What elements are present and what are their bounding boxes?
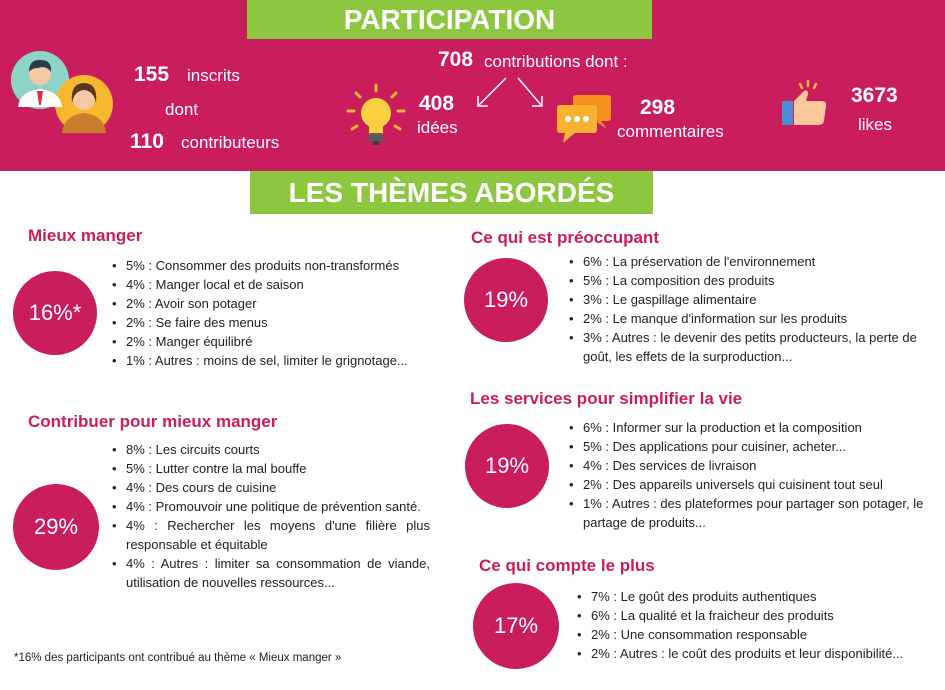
participation-title: PARTICIPATION (247, 0, 652, 39)
theme-item-list (110, 440, 430, 592)
theme-title: Contribuer pour mieux manger (28, 412, 278, 431)
theme-item-list (575, 587, 940, 663)
comments-label: commentaires (617, 122, 724, 141)
list-item: • 1% : Autres : moins de sel, limiter le grignotage... (110, 351, 440, 370)
arrow-icon (470, 76, 550, 112)
list-item: • 7% : Le goût des produits authentiques (575, 587, 940, 606)
thumbs-up-icon (780, 79, 830, 129)
list-item: • 8% : Les circuits courts (110, 440, 430, 459)
users-icon (10, 47, 120, 137)
list-item: • 6% : Informer sur la production et la composition (567, 418, 942, 437)
list-item: • 5% : La composition des produits (567, 271, 937, 290)
ideas-count: 408 (419, 92, 455, 115)
theme-percent-circle: 16%* (13, 271, 97, 355)
themes-title: LES THÈMES ABORDÉS (250, 171, 653, 214)
list-item: • 4% : Des cours de cuisine (110, 478, 430, 497)
list-item: • 3% : Le gaspillage alimentaire (567, 290, 937, 309)
list-item: • 2% : Manger équilibré (110, 332, 440, 351)
lightbulb-icon (346, 83, 406, 149)
likes-count: 3673 (851, 84, 898, 107)
theme-item-list (567, 252, 937, 366)
contributors-label: contributeurs (181, 133, 280, 152)
list-item: • 2% : Autres : le coût des produits et leur disponibilité... (575, 644, 940, 663)
chat-bubbles-icon (555, 93, 613, 145)
theme-item-list (567, 418, 942, 532)
list-item: • 3% : Autres : le devenir des petits producteurs, la perte de goût, les effets de la surproduction... (567, 328, 937, 366)
theme-title: Ce qui compte le plus (479, 556, 655, 575)
contributions-count: 708 (438, 48, 474, 71)
list-item: • 6% : La préservation de l'environnement (567, 252, 937, 271)
ideas-label: idées (417, 118, 458, 137)
contributors-count: 110 (130, 130, 164, 153)
list-item: • 4% : Autres : limiter sa consommation de viande, utilisation de nouvelles ressources... (110, 554, 430, 592)
theme-item-list (110, 256, 440, 370)
list-item: • 5% : Consommer des produits non-transformés (110, 256, 440, 275)
theme-percent-circle: 29% (13, 484, 99, 570)
comments-count: 298 (640, 96, 676, 119)
registered-count: 155 (134, 63, 170, 86)
list-item: • 6% : La qualité et la fraicheur des produits (575, 606, 940, 625)
list-item: • 2% : Avoir son potager (110, 294, 440, 313)
list-item: • 2% : Le manque d'information sur les produits (567, 309, 937, 328)
theme-percent-circle: 19% (465, 424, 549, 508)
dont-label: dont (165, 100, 199, 119)
theme-percent-circle: 19% (464, 258, 548, 342)
list-item: • 1% : Autres : des plateformes pour partager son potager, le partage de produits... (567, 494, 942, 532)
registered-label: inscrits (187, 66, 240, 85)
theme-title: Mieux manger (28, 226, 143, 245)
theme-title: Les services pour simplifier la vie (470, 389, 743, 408)
contributions-label: contributions dont : (484, 52, 628, 71)
list-item: • 2% : Des appareils universels qui cuisinent tout seul (567, 475, 942, 494)
list-item: • 4% : Des services de livraison (567, 456, 942, 475)
theme-percent-circle: 17% (473, 583, 559, 669)
likes-label: likes (858, 115, 893, 134)
list-item: • 2% : Se faire des menus (110, 313, 440, 332)
list-item: • 5% : Des applications pour cuisiner, acheter... (567, 437, 942, 456)
list-item: • 4% : Promouvoir une politique de prévention santé. (110, 497, 430, 516)
theme-title: Ce qui est préoccupant (471, 228, 659, 247)
list-item: • 4% : Manger local et de saison (110, 275, 440, 294)
list-item: • 4% : Rechercher les moyens d'une filière plus responsable et équitable (110, 516, 430, 554)
footnote: *16% des participants ont contribué au thème « Mieux manger » (14, 652, 342, 664)
list-item: • 2% : Une consommation responsable (575, 625, 940, 644)
list-item: • 5% : Lutter contre la mal bouffe (110, 459, 430, 478)
